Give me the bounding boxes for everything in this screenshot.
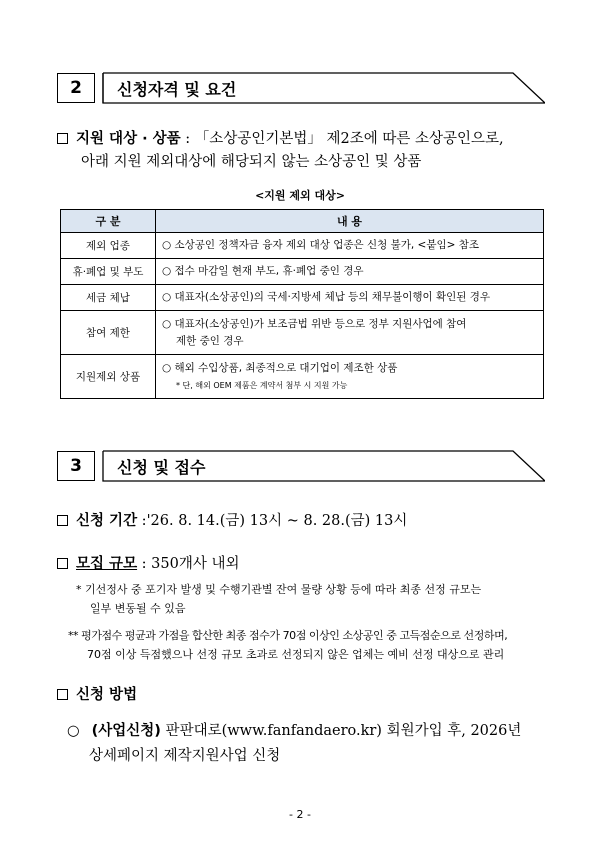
table-row [61,355,544,399]
scale-note-2 [68,626,558,664]
row-category: 제외 업종 [61,233,156,259]
method-text-1: 판판대로(www.fanfandaero.kr) 회원가입 후, 2026년 [160,723,522,739]
table-row [61,233,544,259]
row-category: 참여 제한 [61,311,156,355]
note-line: * 기선정사 중 포기자 발생 및 수행기관별 잔여 물량 상황 등에 따라 최종 선정 규모는 [76,583,482,596]
table-header-category: 구 분 [61,210,156,233]
period-line [57,509,407,530]
table-row [61,259,544,285]
table-row [61,285,544,311]
table-caption: <지원 제외 대상> [255,189,345,202]
target-text-1: : 「소상공인기본법」 제2조에 따른 소상공인으로, [180,131,504,147]
note-line: 일부 변동될 수 있음 [90,602,186,615]
method-detail [67,719,557,769]
row-category: 휴·폐업 및 부도 [61,259,156,285]
period-label: 신청 기간 [76,513,138,529]
row-note: * 단, 해외 OEM 제품은 계약서 첨부 시 지원 가능 [176,380,348,390]
row-category: 지원제외 상품 [61,355,156,399]
row-category: 세금 체납 [61,285,156,311]
method-line [57,683,137,704]
target-text-2: 아래 지원 제외대상에 해당되지 않는 소상공인 및 상품 [81,154,422,170]
target-label: 지원 대상 · 상품 [76,131,181,147]
scale-note-1 [76,580,556,618]
row-description [156,355,544,399]
bullet-circle-icon: ○ [67,723,80,739]
target-paragraph [57,128,557,174]
note-line: 70점 이상 득점했으나 선정 규모 초과로 선정되지 않은 업체는 예비 선정 대상으로 관리 [87,648,505,661]
checkbox-square-icon [57,689,68,700]
row-line: ○ 해외 수입상품, 최종적으로 대기업이 제조한 상품 [162,361,398,374]
scale-label: 모집 규모 [76,556,138,572]
exclusion-table [60,209,544,399]
row-description: ○ 접수 마감일 현재 부도, 휴·폐업 중인 경우 [156,259,544,285]
table-header-content: 내 용 [156,210,544,233]
checkbox-square-icon [57,133,68,144]
row-description: ○ 소상공인 정책자금 융자 제외 대상 업종은 신청 불가, <붙임> 참조 [156,233,544,259]
section-2-title: 신청자격 및 요건 [117,80,237,99]
row-description [156,311,544,355]
page-number: - 2 - [289,808,311,821]
row-description: ○ 대표자(소상공인)의 국세·지방세 체납 등의 채무불이행이 확인된 경우 [156,285,544,311]
method-label: 신청 방법 [76,687,138,703]
scale-value: : 350개사 내외 [137,556,240,572]
section-3-title: 신청 및 접수 [117,458,206,477]
scale-line [57,552,240,573]
period-value: :'26. 8. 14.(금) 13시 ~ 8. 28.(금) 13시 [137,513,408,529]
row-line: 제한 중인 경우 [176,334,244,347]
table-row [61,311,544,355]
checkbox-square-icon [57,558,68,569]
row-line: ○ 대표자(소상공인)가 보조금법 위반 등으로 정부 지원사업에 참여 [162,317,467,330]
method-text-2: 상세페이지 제작지원사업 신청 [89,748,281,764]
checkbox-square-icon [57,515,68,526]
method-bold: (사업신청) [91,723,161,739]
note-line: ** 평가점수 평균과 가점을 합산한 최종 점수가 70점 이상인 소상공인 중 고득점순으로 선정하며, [68,629,508,642]
section-2-number: 2 [57,73,95,103]
section-3-number: 3 [57,451,95,481]
